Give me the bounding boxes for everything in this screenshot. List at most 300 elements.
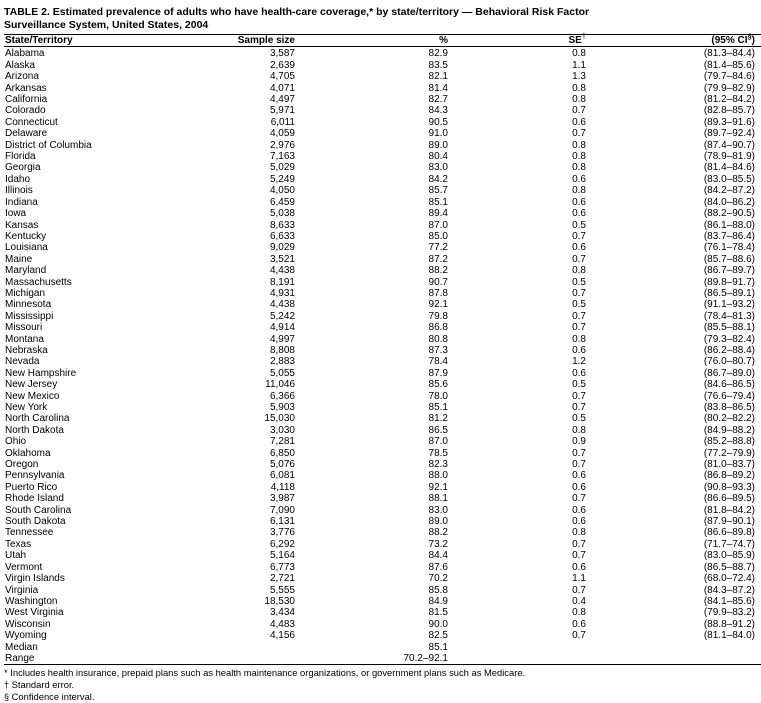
cell-sample: 3,434 xyxy=(269,607,295,619)
cell-percent: 87.0 xyxy=(428,219,448,231)
cell-ci: (85.7–88.6) xyxy=(703,253,755,265)
cell-sample: 2,976 xyxy=(269,139,295,151)
cell-sample: 3,987 xyxy=(269,493,295,505)
cell-ci: (81.2–84.2) xyxy=(703,94,755,106)
cell-sample xyxy=(180,653,343,665)
cell-state: Tennessee xyxy=(5,527,54,539)
cell-sample: 5,903 xyxy=(269,402,295,413)
table-row xyxy=(4,527,761,538)
cell-se: 0.6 xyxy=(572,470,586,482)
cell-state: Wisconsin xyxy=(5,618,51,630)
cell-ci: (79.9–82.9) xyxy=(703,82,755,94)
cell-sample: 5,029 xyxy=(269,162,295,174)
cell-percent: 88.1 xyxy=(428,493,448,505)
cell-sample: 5,971 xyxy=(269,105,295,117)
cell-se xyxy=(486,642,618,653)
table-row xyxy=(4,482,761,493)
cell-state: Massachusetts xyxy=(5,276,72,288)
cell-sample: 4,705 xyxy=(269,71,295,83)
cell-ci: (90.8–93.3) xyxy=(703,481,755,493)
cell-sample: 6,850 xyxy=(269,447,295,459)
cell-ci: (84.2–87.2) xyxy=(703,185,755,197)
cell-percent: 88.0 xyxy=(428,470,448,482)
cell-se: 0.7 xyxy=(572,402,586,413)
cell-sample: 6,081 xyxy=(269,470,295,482)
footnote-dagger: † Standard error. xyxy=(4,678,75,690)
cell-se: 0.8 xyxy=(572,139,586,151)
cell-sample: 5,555 xyxy=(269,584,295,596)
cell-ci: (84.9–88.2) xyxy=(703,424,755,436)
table-row xyxy=(4,607,761,618)
cell-se: 0.7 xyxy=(572,447,586,459)
cell-state: North Dakota xyxy=(5,424,64,436)
cell-sample: 8,808 xyxy=(269,344,295,356)
cell-percent: 70.2–92.1 xyxy=(403,652,448,664)
cell-ci: (81.4–84.6) xyxy=(703,162,755,174)
cell-ci: (83.0–85.5) xyxy=(703,173,755,185)
cell-sample: 5,242 xyxy=(269,310,295,322)
cell-sample: 4,156 xyxy=(269,630,295,642)
table-row xyxy=(4,231,761,242)
cell-state: Pennsylvania xyxy=(5,470,65,482)
cell-se: 1.1 xyxy=(572,573,586,585)
table-row xyxy=(4,368,761,379)
cell-sample: 4,059 xyxy=(269,128,295,140)
cell-se: 0.7 xyxy=(572,287,586,299)
cell-se: 0.4 xyxy=(572,595,586,607)
cell-percent: 87.0 xyxy=(428,436,448,448)
cell-percent: 85.1 xyxy=(428,402,448,413)
cell-state: Utah xyxy=(5,550,27,562)
table-row xyxy=(4,516,761,527)
cell-se: 0.6 xyxy=(572,481,586,493)
table-header xyxy=(4,31,761,47)
cell-sample: 4,438 xyxy=(269,265,295,277)
cell-percent: 81.2 xyxy=(428,413,448,425)
cell-sample: 6,366 xyxy=(269,390,295,402)
cell-state: Virgin Islands xyxy=(5,573,65,585)
table-row xyxy=(4,470,761,481)
table-row xyxy=(4,448,761,459)
cell-state: Connecticut xyxy=(5,116,58,128)
cell-percent: 83.0 xyxy=(428,162,448,174)
cell-sample: 3,776 xyxy=(269,527,295,539)
cell-sample: 5,076 xyxy=(269,459,295,471)
cell-percent: 84.4 xyxy=(428,550,448,562)
column-header-se: SE† xyxy=(486,35,618,47)
cell-sample: 15,030 xyxy=(264,413,295,425)
cell-ci: (71.7–74.7) xyxy=(703,538,755,550)
cell-state: Puerto Rico xyxy=(5,481,58,493)
cell-sample: 11,046 xyxy=(265,379,295,391)
cell-sample: 6,011 xyxy=(270,116,295,128)
cell-ci: (87.4–90.7) xyxy=(703,139,755,151)
cell-ci: (80.2–82.2) xyxy=(703,413,755,425)
cell-ci: (86.7–89.0) xyxy=(703,367,755,379)
cell-state: District of Columbia xyxy=(5,139,92,151)
cell-percent: 85.6 xyxy=(428,379,448,391)
cell-state: Missouri xyxy=(5,322,43,334)
cell-se: 0.7 xyxy=(572,493,586,505)
cell-state: West Virginia xyxy=(5,607,64,619)
cell-ci: (81.4–85.6) xyxy=(703,59,755,71)
cell-state: New Jersey xyxy=(5,379,58,391)
cell-state: Kansas xyxy=(5,219,39,231)
cell-ci: (84.1–85.6) xyxy=(703,595,755,607)
cell-state: Virginia xyxy=(5,584,39,596)
table-row xyxy=(4,128,761,139)
cell-percent: 90.5 xyxy=(428,116,448,128)
table-row xyxy=(4,630,761,641)
cell-se: 0.6 xyxy=(572,367,586,379)
cell-percent: 87.2 xyxy=(428,253,448,265)
cell-se: 0.8 xyxy=(572,162,586,174)
table-row xyxy=(4,573,761,584)
cell-ci: (86.5–89.1) xyxy=(703,287,755,299)
cell-percent: 83.5 xyxy=(428,59,448,71)
cell-sample: 2,721 xyxy=(269,573,295,585)
cell-ci: (86.5–88.7) xyxy=(703,561,755,573)
cell-percent: 87.8 xyxy=(428,287,448,299)
cell-se: 0.5 xyxy=(572,276,586,288)
cell-se: 0.6 xyxy=(572,504,586,516)
cell-ci: (88.2–90.5) xyxy=(703,208,755,220)
prevalence-table xyxy=(4,31,761,665)
table-row xyxy=(4,288,761,299)
cell-state: Arkansas xyxy=(5,82,47,94)
cell-state: Oklahoma xyxy=(5,447,51,459)
cell-ci: (78.4–81.3) xyxy=(703,310,755,322)
cell-se: 1.3 xyxy=(572,71,586,83)
table-row xyxy=(4,562,761,573)
cell-state: Texas xyxy=(5,538,32,550)
cell-sample: 5,164 xyxy=(269,550,295,562)
cell-se: 0.8 xyxy=(572,527,586,539)
cell-ci: (81.3–84.4) xyxy=(703,48,755,60)
cell-se: 0.6 xyxy=(572,516,586,528)
cell-state: Washington xyxy=(5,595,58,607)
cell-percent: 77.2 xyxy=(428,242,448,254)
cell-ci: (82.8–85.7) xyxy=(703,105,755,117)
cell-sample xyxy=(180,642,343,653)
cell-ci: (86.8–89.2) xyxy=(703,470,755,482)
column-header-ci: (95% CI§) xyxy=(618,35,761,47)
table-row xyxy=(4,391,761,402)
cell-ci: (86.6–89.5) xyxy=(703,493,755,505)
cell-ci: (85.2–88.8) xyxy=(703,436,755,448)
cell-sample: 4,071 xyxy=(269,82,295,94)
cell-percent: 92.1 xyxy=(428,481,448,493)
cell-ci: (76.1–78.4) xyxy=(703,242,755,254)
cell-se: 0.8 xyxy=(572,333,586,345)
cell-ci xyxy=(618,653,761,665)
cell-state: Rhode Island xyxy=(5,493,64,505)
cell-se: 0.6 xyxy=(572,561,586,573)
table-row xyxy=(4,459,761,470)
cell-ci: (77.2–79.9) xyxy=(703,447,755,459)
cell-state: Alaska xyxy=(5,59,36,71)
column-header-state: State/Territory xyxy=(4,35,180,47)
cell-se: 0.7 xyxy=(572,459,586,471)
cell-se: 0.7 xyxy=(572,550,586,562)
cell-ci: (83.8–86.5) xyxy=(703,402,755,413)
cell-sample: 4,497 xyxy=(269,94,295,106)
cell-percent: 91.0 xyxy=(428,128,448,140)
table-row xyxy=(4,140,761,151)
cell-percent: 88.2 xyxy=(428,527,448,539)
cell-ci: (86.2–88.4) xyxy=(703,344,755,356)
cell-se: 0.7 xyxy=(572,128,586,140)
cell-state: Arizona xyxy=(5,71,39,83)
cell-percent: 88.2 xyxy=(428,265,448,277)
cell-sample: 5,055 xyxy=(269,367,295,379)
cell-percent: 84.3 xyxy=(428,105,448,117)
cell-se: 0.7 xyxy=(572,105,586,117)
cell-state: Kentucky xyxy=(5,230,47,242)
cell-state: Montana xyxy=(5,333,44,345)
cell-state: Georgia xyxy=(5,162,41,174)
cell-state: Idaho xyxy=(5,173,31,185)
cell-se: 1.2 xyxy=(572,356,586,368)
table-row xyxy=(4,185,761,196)
cell-ci: (83.0–85.9) xyxy=(703,550,755,562)
cell-state: Oregon xyxy=(5,459,39,471)
cell-state: Florida xyxy=(5,151,36,163)
cell-percent: 78.0 xyxy=(428,390,448,402)
cell-sample: 5,249 xyxy=(269,173,295,185)
cell-state: Range xyxy=(5,652,35,664)
cell-state: Illinois xyxy=(5,185,33,197)
table-row xyxy=(4,83,761,94)
cell-ci: (76.0–80.7) xyxy=(703,356,755,368)
table-row xyxy=(4,311,761,322)
cell-percent: 85.1 xyxy=(428,641,448,653)
cell-se: 0.7 xyxy=(572,253,586,265)
cell-ci: (86.6–89.8) xyxy=(703,527,755,539)
cell-percent: 87.6 xyxy=(428,561,448,573)
cell-ci: (81.8–84.2) xyxy=(703,504,755,516)
cell-state: Nevada xyxy=(5,356,40,368)
cell-percent: 90.7 xyxy=(428,276,448,288)
cell-ci: (88.8–91.2) xyxy=(703,618,755,630)
table-row xyxy=(4,94,761,105)
cell-percent: 73.2 xyxy=(428,538,448,550)
cell-ci xyxy=(618,642,761,653)
cell-se: 0.6 xyxy=(572,116,586,128)
cell-se: 0.7 xyxy=(572,322,586,334)
cell-sample: 4,914 xyxy=(269,322,295,334)
cell-percent: 86.8 xyxy=(428,322,448,334)
cell-sample: 9,029 xyxy=(269,242,295,254)
cell-state: Michigan xyxy=(5,287,46,299)
cell-state: Maine xyxy=(5,253,33,265)
cell-sample: 3,587 xyxy=(269,48,295,60)
cell-state: New Hampshire xyxy=(5,367,77,379)
table-row xyxy=(4,220,761,231)
table-row xyxy=(4,539,761,550)
cell-percent: 89.0 xyxy=(428,516,448,528)
table-row xyxy=(4,493,761,504)
cell-state: Colorado xyxy=(5,105,46,117)
cell-state: Maryland xyxy=(5,265,47,277)
cell-percent: 85.1 xyxy=(428,196,448,208)
cell-state: South Dakota xyxy=(5,516,66,528)
cell-percent: 82.5 xyxy=(428,630,448,642)
table-row xyxy=(4,436,761,447)
cell-se: 0.5 xyxy=(572,413,586,425)
cell-ci: (68.0–72.4) xyxy=(703,573,755,585)
cell-sample: 4,997 xyxy=(269,333,295,345)
cell-sample: 2,639 xyxy=(269,59,295,71)
cell-state: Alabama xyxy=(5,48,45,60)
cell-ci: (78.9–81.9) xyxy=(703,151,755,163)
table-row xyxy=(4,596,761,607)
table-row xyxy=(4,208,761,219)
cell-se: 0.7 xyxy=(572,630,586,642)
cell-ci: (89.3–91.6) xyxy=(703,116,755,128)
cell-percent: 79.8 xyxy=(428,310,448,322)
cell-se: 0.8 xyxy=(572,607,586,619)
table-row xyxy=(4,379,761,390)
summary-row-median xyxy=(4,642,761,653)
cell-se: 0.9 xyxy=(572,436,586,448)
cell-percent: 87.3 xyxy=(428,344,448,356)
cell-sample: 6,459 xyxy=(269,196,295,208)
table-row xyxy=(4,505,761,516)
cell-percent: 89.0 xyxy=(428,139,448,151)
cell-percent: 70.2 xyxy=(428,573,448,585)
cell-percent: 84.2 xyxy=(428,173,448,185)
cell-percent: 85.8 xyxy=(428,584,448,596)
cell-se: 0.5 xyxy=(572,299,586,311)
cell-percent: 82.9 xyxy=(428,48,448,60)
table-row xyxy=(4,254,761,265)
table-row xyxy=(4,619,761,630)
cell-ci: (86.1–88.0) xyxy=(703,219,755,231)
cell-sample: 6,131 xyxy=(269,516,295,528)
cell-se: 0.8 xyxy=(572,94,586,106)
table-row xyxy=(4,334,761,345)
cell-percent: 81.4 xyxy=(428,82,448,94)
cell-ci: (79.3–82.4) xyxy=(703,333,755,345)
cell-se: 0.8 xyxy=(572,265,586,277)
cell-percent: 84.9 xyxy=(428,595,448,607)
table-row xyxy=(4,402,761,413)
cell-se: 0.6 xyxy=(572,242,586,254)
cell-se: 0.8 xyxy=(572,48,586,60)
table-row xyxy=(4,151,761,162)
cell-percent: 82.7 xyxy=(428,94,448,106)
footnote-section: § Confidence interval. xyxy=(4,690,95,702)
cell-percent: 83.0 xyxy=(428,504,448,516)
cell-sample: 4,931 xyxy=(269,287,295,299)
cell-se: 0.7 xyxy=(572,310,586,322)
table-row xyxy=(4,550,761,561)
cell-state: Nebraska xyxy=(5,344,48,356)
cell-ci: (89.8–91.7) xyxy=(703,276,755,288)
cell-sample: 5,038 xyxy=(269,208,295,220)
cell-sample: 3,521 xyxy=(269,253,295,265)
cell-ci: (79.9–83.2) xyxy=(703,607,755,619)
table-row xyxy=(4,242,761,253)
cell-state: North Carolina xyxy=(5,413,70,425)
cell-ci: (81.1–84.0) xyxy=(703,630,755,642)
cell-se: 1.1 xyxy=(572,59,586,71)
cell-sample: 6,773 xyxy=(269,561,295,573)
table-row xyxy=(4,277,761,288)
cell-ci: (84.6–86.5) xyxy=(703,379,755,391)
cell-ci: (79.7–84.6) xyxy=(703,71,755,83)
cell-percent: 85.0 xyxy=(428,230,448,242)
cell-sample: 4,118 xyxy=(270,481,295,493)
cell-state: Iowa xyxy=(5,208,27,220)
summary-row-range xyxy=(4,653,761,665)
cell-se: 0.7 xyxy=(572,390,586,402)
cell-percent: 86.5 xyxy=(428,424,448,436)
cell-sample: 8,633 xyxy=(269,219,295,231)
footnotes xyxy=(4,667,636,703)
cell-percent: 90.0 xyxy=(428,618,448,630)
cell-sample: 8,191 xyxy=(269,276,295,288)
cell-state: Louisiana xyxy=(5,242,48,254)
column-header-sample-size: Sample size xyxy=(180,35,343,47)
table-row xyxy=(4,356,761,367)
cell-se: 0.8 xyxy=(572,424,586,436)
table-row xyxy=(4,345,761,356)
cell-percent: 92.1 xyxy=(428,299,448,311)
table-row xyxy=(4,174,761,185)
cell-se: 0.8 xyxy=(572,185,586,197)
cell-percent: 81.5 xyxy=(428,607,448,619)
cell-sample: 18,530 xyxy=(264,595,295,607)
table-row xyxy=(4,413,761,424)
cell-state: Ohio xyxy=(5,436,27,448)
cell-sample: 4,483 xyxy=(269,618,295,630)
cell-state: Wyoming xyxy=(5,630,47,642)
cell-ci: (83.7–86.4) xyxy=(703,230,755,242)
cell-percent: 80.8 xyxy=(428,333,448,345)
table-row xyxy=(4,162,761,173)
cell-se xyxy=(486,653,618,665)
cell-sample: 4,438 xyxy=(269,299,295,311)
cell-se: 0.6 xyxy=(572,344,586,356)
cell-percent: 80.4 xyxy=(428,151,448,163)
header-row xyxy=(4,35,761,47)
cell-se: 0.6 xyxy=(572,173,586,185)
cell-se: 0.5 xyxy=(572,219,586,231)
cell-state: Indiana xyxy=(5,196,38,208)
cell-se: 0.6 xyxy=(572,618,586,630)
cell-state: California xyxy=(5,94,48,106)
cell-percent: 85.7 xyxy=(428,185,448,197)
table-row xyxy=(4,47,761,60)
cell-percent: 82.1 xyxy=(428,71,448,83)
cell-se: 0.8 xyxy=(572,151,586,163)
cell-se: 0.7 xyxy=(572,584,586,596)
cell-sample: 7,281 xyxy=(269,436,295,448)
cell-se: 0.7 xyxy=(572,230,586,242)
table-body xyxy=(4,47,761,665)
footnote-asterisk: * Includes health insurance, prepaid plans such as health maintenance organizations, or government plans such as Medicare. xyxy=(4,667,526,679)
cell-ci: (76.6–79.4) xyxy=(703,390,755,402)
table-row xyxy=(4,105,761,116)
cell-state: New Mexico xyxy=(5,390,60,402)
table-row xyxy=(4,117,761,128)
cell-se: 0.5 xyxy=(572,379,586,391)
cell-sample: 7,163 xyxy=(269,151,295,163)
cell-state: Median xyxy=(5,641,38,653)
cell-sample: 3,030 xyxy=(269,424,295,436)
